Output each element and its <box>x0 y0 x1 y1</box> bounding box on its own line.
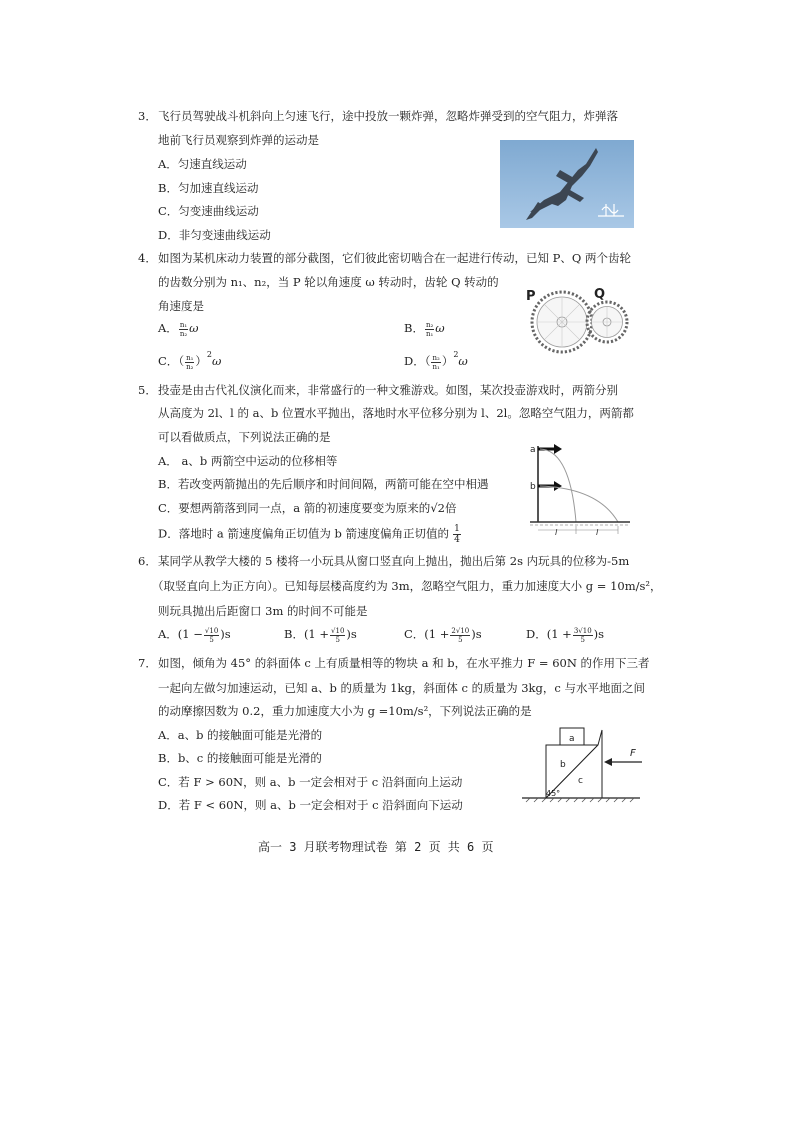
wedge-c-label: c <box>578 776 583 786</box>
block-b-label: b <box>560 760 566 770</box>
q3-stem-line2: 地前飞行员观察到炸弹的运动是 <box>158 133 319 147</box>
q3-option-b: B．匀加速直线运动 <box>158 181 259 195</box>
q4-stem-line2: 的齿数分别为 n₁、n₂，当 P 轮以角速度 ω 转动时，齿轮 Q 转动的 <box>158 275 499 289</box>
gear-diagram <box>520 284 630 356</box>
q3-option-c: C．匀变速曲线运动 <box>158 204 259 218</box>
page-footer: 高一 3 月联考物理试卷 第 2 页 共 6 页 <box>258 840 494 854</box>
q6-number: 6． <box>138 554 157 568</box>
q4-number: 4． <box>138 251 157 265</box>
q5-option-d: D．落地时 a 箭速度偏角正切值为 b 箭速度偏角正切值的 $\frac{1}{4}$ <box>158 524 460 545</box>
gear-q-label: Q <box>594 287 606 302</box>
q6-option-a: A．(1 − $\frac{√10}{5}$ )s <box>158 626 231 644</box>
point-b-label: b <box>530 482 536 492</box>
q3-option-a: A．匀速直线运动 <box>158 157 247 171</box>
q3-option-d: D．非匀变速曲线运动 <box>158 228 271 242</box>
q4-stem-line1: 如图为某机床动力装置的部分截图，它们彼此密切啮合在一起进行传动，已知 P、Q 两个齿轮 <box>158 251 631 265</box>
q6-option-d: D．(1 + $\frac{3√10}{5}$ )s <box>526 626 605 644</box>
q7-stem-line1: 如图，倾角为 45° 的斜面体 c 上有质量相等的物块 a 和 b，在水平推力 F = 60N 的作用下三者 <box>158 656 650 670</box>
q6-stem-line2: （取竖直向上为正方向）。已知每层楼高度约为 3m，忽略空气阻力，重力加速度大小 g = 10m/s²， <box>152 579 662 593</box>
q7-option-d: D．若 F < 60N，则 a、b 一定会相对于 c 沿斜面向下运动 <box>158 798 463 812</box>
q5-number: 5． <box>138 383 157 397</box>
point-a-label: a <box>530 445 536 455</box>
q5-stem-line1: 投壶是由古代礼仪演化而来，非常盛行的一种文雅游戏。如图，某次投壶游戏时，两箭分别 <box>158 383 618 397</box>
q6-option-b: B．(1 + $\frac{√10}{5}$ )s <box>284 626 357 644</box>
q5-stem-line3: 可以看做质点，下列说法正确的是 <box>158 430 331 444</box>
q4-stem-line3: 角速度是 <box>158 299 204 313</box>
q4-option-a: A． $\frac{\text{n₁}}{\text{n₂}}$ ω <box>158 320 199 338</box>
gear-p-label: P <box>526 289 536 304</box>
q4-option-c: C．（ $\frac{\text{n₁}}{\text{n₂}}$ ）$^2$ω <box>158 350 222 371</box>
q6-stem-line3: 则玩具抛出后距窗口 3m 的时间不可能是 <box>158 604 368 618</box>
q3-number: 3． <box>138 109 157 123</box>
q5-stem-line2: 从高度为 2l、l 的 a、b 位置水平抛出，落地时水平位移分别为 l、2l。忽略空气阻力，两箭都 <box>158 406 634 420</box>
q3-stem-line1: 飞行员驾驶战斗机斜向上匀速飞行，途中投放一颗炸弹，忽略炸弹受到的空气阻力，炸弹落 <box>158 109 618 123</box>
q7-stem-line2: 一起向左做匀加速运动，已知 a、b 的质量为 1kg，斜面体 c 的质量为 3kg，c 与水平地面之间 <box>158 681 645 695</box>
q7-number: 7． <box>138 656 157 670</box>
distance-l-label-1: l <box>555 528 558 537</box>
q4-option-d: D．（ $\frac{\text{n₂}}{\text{n₁}}$ ）$^2$ω <box>404 350 468 371</box>
angle-label: 45° <box>546 789 561 798</box>
q4-option-b: B． $\frac{\text{n₂}}{\text{n₁}}$ ω <box>404 320 445 338</box>
q6-option-c: C．(1 + $\frac{2√10}{5}$ )s <box>404 626 482 644</box>
arrow-throw-diagram <box>528 436 632 538</box>
force-f-label: F <box>630 748 636 759</box>
q7-option-b: B．b、c 的接触面可能是光滑的 <box>158 751 322 765</box>
q5-option-b: B．若改变两箭抛出的先后顺序和时间间隔，两箭可能在空中相遇 <box>158 477 489 491</box>
q7-stem-line3: 的动摩擦因数为 0.2，重力加速度大小为 g =10m/s²，下列说法正确的是 <box>158 704 532 718</box>
q7-option-c: C．若 F > 60N，则 a、b 一定会相对于 c 沿斜面向上运动 <box>158 775 463 789</box>
q6-stem-line1: 某同学从教学大楼的 5 楼将一小玩具从窗口竖直向上抛出，抛出后第 2s 内玩具的位移为-5m <box>158 554 630 568</box>
block-a-label: a <box>569 734 575 744</box>
fighter-jet-photo <box>500 140 634 228</box>
force-arrow-icon <box>604 758 642 766</box>
q5-option-a: A． a、b 两箭空中运动的位移相等 <box>158 454 338 468</box>
gear-p-icon <box>532 292 592 352</box>
q5-option-c: C．要想两箭落到同一点，a 箭的初速度要变为原来的√2倍 <box>158 501 457 515</box>
incline-block-diagram <box>520 726 646 806</box>
q7-option-a: A．a、b 的接触面可能是光滑的 <box>158 728 323 742</box>
distance-l-label-2: l <box>596 528 599 537</box>
gear-q-icon <box>587 302 627 342</box>
